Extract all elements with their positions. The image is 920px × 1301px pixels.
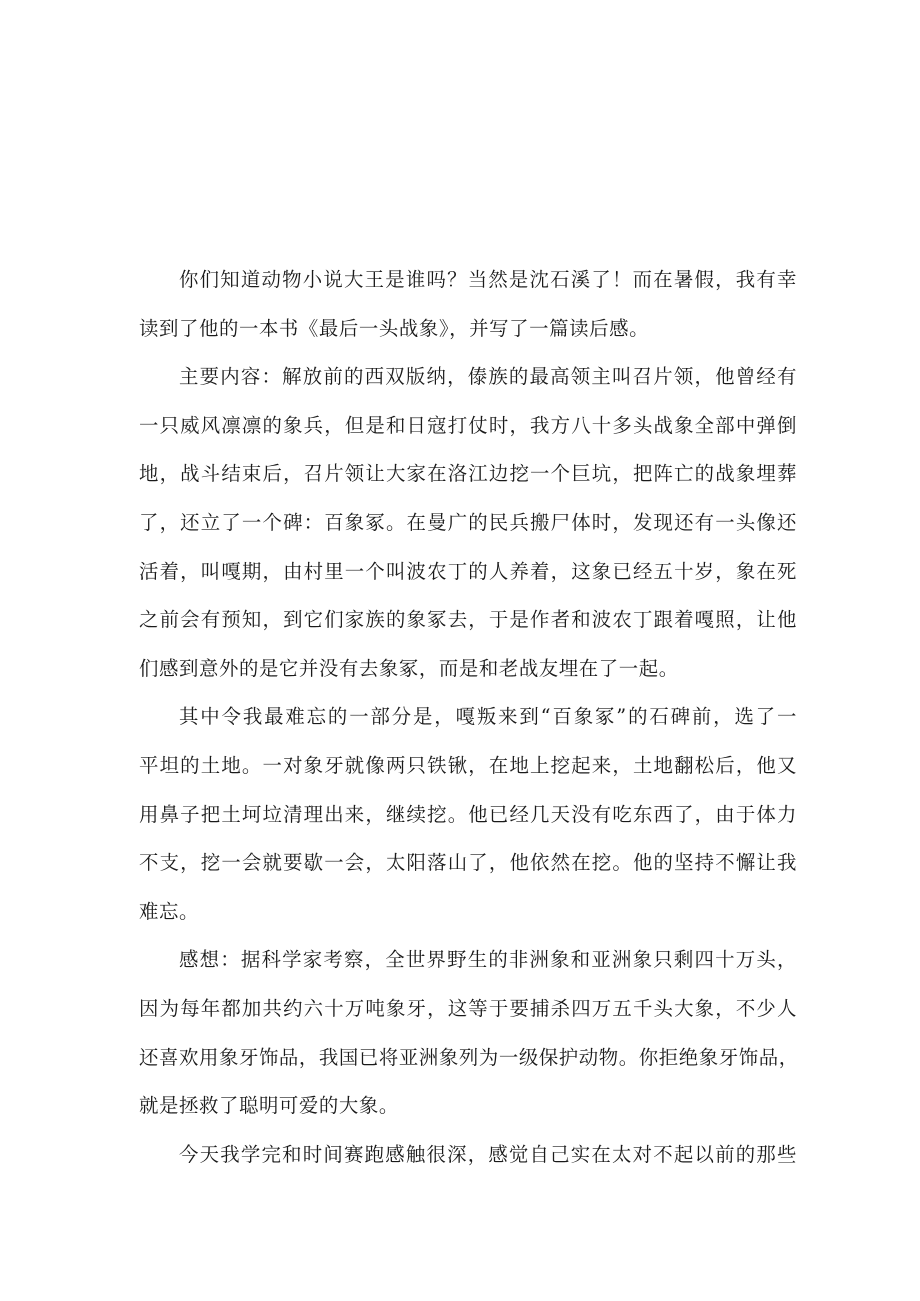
text-line: 用鼻子把土坷垃清理出来，继续挖。他已经几天没有吃东西了，由于体力 (139, 802, 797, 826)
article-body (139, 256, 797, 1179)
text-line: 地，战斗结束后，召片领让大家在洛江边挖一个巨坑，把阵亡的战象埋葬 (139, 462, 797, 486)
text-line: 难忘。 (139, 899, 199, 923)
paragraph-intro (139, 256, 797, 353)
text-line: 不支，挖一会就要歇一会，太阳落山了，他依然在挖。他的坚持不懈让我 (139, 851, 797, 875)
text-line: 今天我学完和时间赛跑感触很深，感觉自己实在太对不起以前的那些 (179, 1142, 797, 1166)
text-line: 了，还立了一个碑：百象冢。在曼广的民兵搬尸体时，发现还有一头像还 (139, 510, 797, 534)
paragraph-reflection (139, 936, 797, 1130)
text-line: 平坦的土地。一对象牙就像两只铁锹，在地上挖起来，土地翻松后，他又 (139, 753, 797, 777)
paragraph-closing (139, 1131, 797, 1180)
text-line: 你们知道动物小说大王是谁吗？当然是沈石溪了！而在暑假，我有幸 (179, 268, 797, 291)
text-line: 其中令我最难忘的一部分是，嘎叛来到“百象冢”的石碑前，选了一 (179, 705, 797, 729)
text-line: 主要内容：解放前的西双版纳，傣族的最高领主叫召片领，他曾经有 (179, 365, 797, 389)
paragraph-memorable-part (139, 693, 797, 936)
text-line: 们感到意外的是它并没有去象冢，而是和老战友埋在了一起。 (139, 656, 679, 680)
text-line: 读到了他的一本书《最后一头战象》，并写了一篇读后感。 (139, 316, 650, 340)
paragraph-summary (139, 353, 797, 693)
text-line: 因为每年都加共约六十万吨象牙，这等于要捕杀四万五千头大象，不少人 (139, 996, 797, 1020)
text-line: 一只威风凛凛的象兵，但是和日寇打仗时，我方八十多头战象全部中弹倒 (139, 413, 797, 437)
text-line: 之前会有预知，到它们家族的象冢去，于是作者和波农丁跟着嘎照，让他 (139, 608, 797, 632)
text-line: 活着，叫嘎期，由村里一个叫波农丁的人养着，这象已经五十岁，象在死 (139, 559, 797, 583)
text-line: 就是拯救了聪明可爱的大象。 (139, 1094, 399, 1118)
text-line: 感想：据科学家考察，全世界野生的非洲象和亚洲象只剩四十万头， (179, 948, 797, 972)
text-line: 还喜欢用象牙饰品，我国已将亚洲象列为一级保护动物。你拒绝象牙饰品， (139, 1045, 799, 1069)
